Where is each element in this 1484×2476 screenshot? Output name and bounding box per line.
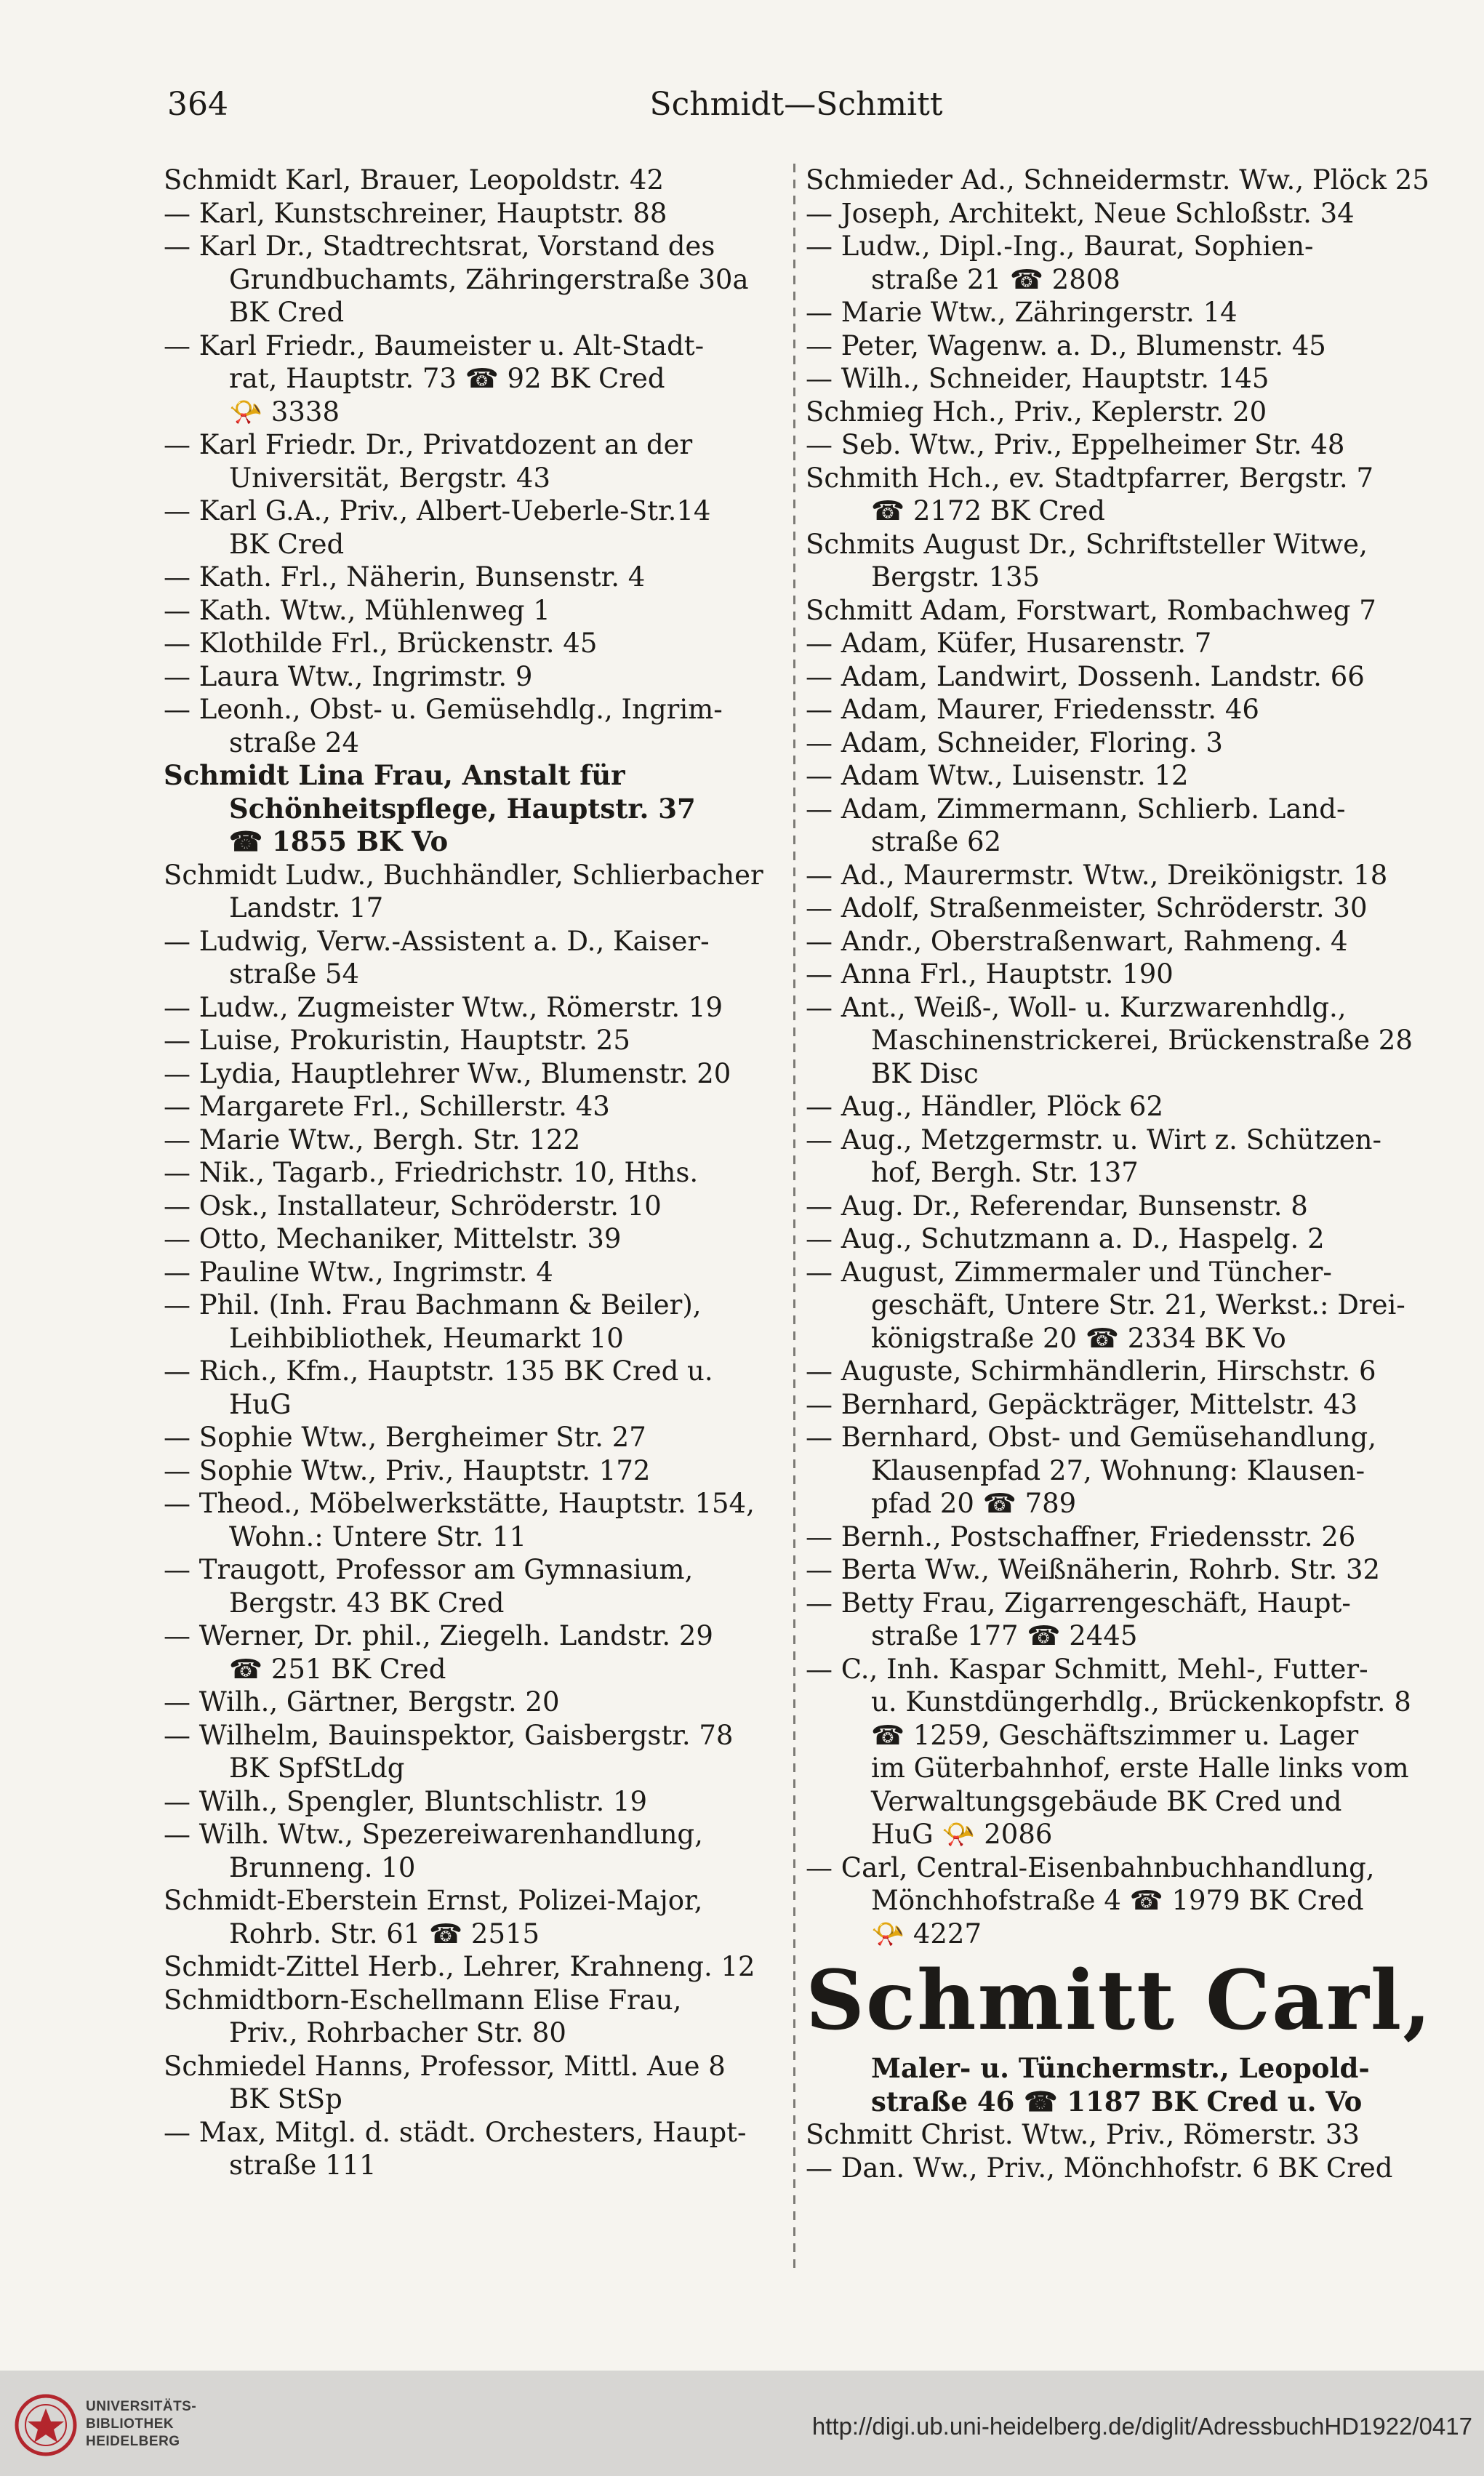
directory-entry: — Ad., Maurermstr. Wtw., Dreikönigstr. 18 [806, 859, 1388, 891]
directory-entry: Priv., Rohrbacher Str. 80 [229, 2017, 566, 2048]
directory-entry: — Karl Friedr. Dr., Privatdozent an der [164, 429, 693, 460]
directory-entry: — Marie Wtw., Zähringerstr. 14 [806, 297, 1238, 328]
directory-entry: — Marie Wtw., Bergh. Str. 122 [164, 1123, 581, 1155]
directory-entry: rat, Hauptstr. 73 ☎ 92 BK Cred [229, 363, 665, 394]
directory-entry: — Seb. Wtw., Priv., Eppelheimer Str. 48 [806, 429, 1345, 460]
directory-entry: Landstr. 17 [229, 892, 384, 924]
directory-entry: straße 111 [229, 2150, 377, 2181]
column-divider [793, 164, 795, 2272]
advertisement [806, 1950, 1431, 2118]
directory-entry: — Bernhard, Obst- und Gemüsehandlung, [806, 1422, 1376, 1453]
directory-entry: Schmieg Hch., Priv., Keplerstr. 20 [806, 396, 1267, 428]
directory-entry: — Bernh., Postschaffner, Friedensstr. 26 [806, 1521, 1356, 1552]
directory-entry: Universität, Bergstr. 43 [229, 462, 551, 494]
directory-entry: — Aug., Schutzmann a. D., Haspelg. 2 [806, 1223, 1325, 1254]
left-column [164, 164, 789, 2182]
directory-entry: — Wilh., Spengler, Bluntschlistr. 19 [164, 1785, 648, 1817]
directory-entry: — Joseph, Architekt, Neue Schloßstr. 34 [806, 197, 1355, 229]
directory-entry: — Otto, Mechaniker, Mittelstr. 39 [164, 1223, 622, 1254]
directory-entry: u. Kunstdüngerhdlg., Brückenkopfstr. 8 [871, 1686, 1411, 1718]
directory-entry: — Wilh., Gärtner, Bergstr. 20 [164, 1686, 560, 1718]
right-column-entries [806, 164, 1431, 1950]
directory-entry: HuG [229, 1388, 292, 1420]
directory-entry: hof, Bergh. Str. 137 [871, 1157, 1139, 1188]
directory-entry: — Adam, Maurer, Friedensstr. 46 [806, 694, 1259, 725]
directory-entry: — Adam, Küfer, Husarenstr. 7 [806, 628, 1212, 659]
directory-entry: — Karl Friedr., Baumeister u. Alt-Stadt- [164, 329, 705, 361]
directory-entry: — Adam, Landwirt, Dossenh. Landstr. 66 [806, 660, 1365, 692]
directory-entry: straße 62 [871, 826, 1002, 857]
directory-entry: — Pauline Wtw., Ingrimstr. 4 [164, 1256, 553, 1288]
directory-entry: — Adam Wtw., Luisenstr. 12 [806, 760, 1189, 791]
directory-entry: — Laura Wtw., Ingrimstr. 9 [164, 660, 533, 692]
directory-entry: — Dan. Ww., Priv., Mönchhofstr. 6 BK Cred [806, 2152, 1393, 2184]
directory-entry: — Betty Frau, Zigarrengeschäft, Haupt- [806, 1587, 1351, 1619]
directory-entry: — Adolf, Straßenmeister, Schröderstr. 30 [806, 892, 1368, 924]
directory-entry: straße 21 ☎ 2808 [871, 263, 1120, 295]
directory-entry: — Wilhelm, Bauinspektor, Gaisbergstr. 78 [164, 1719, 734, 1751]
directory-entry: pfad 20 ☎ 789 [871, 1488, 1077, 1519]
right-column-entries-bottom [806, 2118, 1431, 2184]
directory-entry: Brunneng. 10 [229, 1851, 416, 1883]
directory-entry: ☎ 1259, Geschäftszimmer u. Lager [871, 1719, 1359, 1751]
directory-entry: — Ludw., Dipl.-Ing., Baurat, Sophien- [806, 231, 1314, 262]
directory-entry: — Aug., Händler, Plöck 62 [806, 1091, 1163, 1122]
directory-entry: straße 54 [229, 958, 360, 990]
directory-entry: — Kath. Wtw., Mühlenweg 1 [164, 594, 550, 626]
directory-entry: — Sophie Wtw., Bergheimer Str. 27 [164, 1422, 646, 1453]
directory-entry: — Leonh., Obst- u. Gemüsehdlg., Ingrim- [164, 694, 723, 725]
directory-entry: geschäft, Untere Str. 21, Werkst.: Drei- [871, 1289, 1405, 1321]
directory-entry: — Karl, Kunstschreiner, Hauptstr. 88 [164, 197, 667, 229]
page-header [167, 86, 1425, 137]
advert-headline: Schmitt Carl, [806, 1953, 1433, 2048]
directory-entry: Bergstr. 43 BK Cred [229, 1587, 505, 1619]
directory-entry: straße 177 ☎ 2445 [871, 1620, 1138, 1651]
directory-entry: — Ludw., Zugmeister Wtw., Römerstr. 19 [164, 991, 723, 1023]
directory-entry: BK SpfStLdg [229, 1752, 405, 1784]
directory-entry: Schönheitspflege, Hauptstr. 37 [229, 792, 696, 825]
directory-entry: Schmidt Karl, Brauer, Leopoldstr. 42 [164, 164, 664, 196]
directory-entry: Mönchhofstraße 4 ☎ 1979 BK Cred [871, 1885, 1364, 1916]
directory-entry: Schmitt Christ. Wtw., Priv., Römerstr. 33 [806, 2119, 1360, 2150]
directory-entry: ☎ 2172 BK Cred [871, 495, 1105, 526]
directory-entry: Maschinenstrickerei, Brückenstraße 28 [871, 1025, 1413, 1056]
directory-entry: Schmiedel Hanns, Professor, Mittl. Aue 8 [164, 2050, 726, 2082]
directory-entry: HuG 📯 2086 [871, 1819, 1053, 1850]
advert-line: straße 46 ☎ 1187 BK Cred u. Vo [871, 2085, 1363, 2118]
directory-entry: — Karl Dr., Stadtrechtsrat, Vorstand des [164, 231, 715, 262]
directory-entry: 📯 4227 [871, 1918, 982, 1950]
directory-entry: — Anna Frl., Hauptstr. 190 [806, 958, 1174, 990]
directory-entry: ☎ 1855 BK Vo [229, 825, 449, 857]
directory-entry: — Ludwig, Verw.-Assistent a. D., Kaiser- [164, 925, 710, 957]
directory-entry: — Traugott, Professor am Gymnasium, [164, 1554, 694, 1585]
directory-entry: — Aug., Metzgermstr. u. Wirt z. Schützen- [806, 1123, 1381, 1155]
directory-entry: königstraße 20 ☎ 2334 BK Vo [871, 1322, 1286, 1354]
directory-entry: Schmidt-Eberstein Ernst, Polizei-Major, [164, 1885, 703, 1916]
directory-entry: — Klothilde Frl., Brückenstr. 45 [164, 628, 598, 659]
directory-entry: — Berta Ww., Weißnäherin, Rohrb. Str. 32 [806, 1554, 1381, 1585]
directory-entry: Schmitt Adam, Forstwart, Rombachweg 7 [806, 594, 1376, 626]
library-name: UNIVERSITÄTS- BIBLIOTHEK HEIDELBERG [86, 2399, 197, 2449]
directory-entry: — August, Zimmermaler und Tüncher- [806, 1256, 1332, 1288]
directory-entry: im Güterbahnhof, erste Halle links vom [871, 1752, 1409, 1784]
directory-entry: Schmits August Dr., Schriftsteller Witwe, [806, 528, 1368, 560]
directory-entry: BK Cred [229, 297, 345, 328]
directory-entry: — Carl, Central-Eisenbahnbuchhandlung, [806, 1851, 1375, 1883]
directory-entry: — Auguste, Schirmhändlerin, Hirschstr. 6 [806, 1355, 1376, 1387]
directory-entry: Schmieder Ad., Schneidermstr. Ww., Plöck 25 [806, 164, 1429, 196]
directory-entry: — C., Inh. Kaspar Schmitt, Mehl-, Futter- [806, 1653, 1368, 1685]
directory-entry: Klausenpfad 27, Wohnung: Klausen- [871, 1454, 1365, 1486]
directory-entry: — Lydia, Hauptlehrer Ww., Blumenstr. 20 [164, 1057, 731, 1089]
directory-entry: — Theod., Möbelwerkstätte, Hauptstr. 154, [164, 1488, 755, 1519]
footer-bar [0, 2371, 1484, 2476]
directory-entry: — Peter, Wagenw. a. D., Blumenstr. 45 [806, 329, 1326, 361]
directory-entry: Rohrb. Str. 61 ☎ 2515 [229, 1918, 540, 1950]
directory-entry: Leihbibliothek, Heumarkt 10 [229, 1322, 624, 1354]
directory-entry: — Osk., Installateur, Schröderstr. 10 [164, 1190, 662, 1222]
directory-entry: Schmidt Lina Frau, Anstalt für [164, 759, 625, 791]
directory-entry: ☎ 251 BK Cred [229, 1653, 446, 1685]
directory-entry: Schmidtborn-Eschellmann Elise Frau, [164, 1984, 682, 2016]
directory-entry: — Wilh., Schneider, Hauptstr. 145 [806, 363, 1270, 394]
directory-entry: Grundbuchamts, Zähringerstraße 30a [229, 263, 749, 295]
directory-entry: BK Disc [871, 1057, 979, 1089]
source-url[interactable]: http://digi.ub.uni-heidelberg.de/diglit/AdressbuchHD1922/0417 [811, 2413, 1472, 2440]
advert-line: Maler- u. Tünchermstr., Leopold- [871, 2052, 1370, 2084]
directory-entry: — Adam, Schneider, Floring. 3 [806, 726, 1223, 758]
directory-entry: Schmidt Ludw., Buchhändler, Schlierbacher [164, 859, 763, 891]
directory-entry: — Kath. Frl., Näherin, Bunsenstr. 4 [164, 561, 646, 593]
directory-entry: — Karl G.A., Priv., Albert-Ueberle-Str.14 [164, 495, 711, 526]
right-column [806, 164, 1431, 2184]
directory-entry: — Nik., Tagarb., Friedrichstr. 10, Hths. [164, 1157, 699, 1188]
directory-entry: Bergstr. 135 [871, 561, 1040, 593]
directory-entry: — Sophie Wtw., Priv., Hauptstr. 172 [164, 1454, 651, 1486]
directory-entry: Verwaltungsgebäude BK Cred und [871, 1785, 1342, 1817]
directory-entry: BK Cred [229, 528, 345, 560]
directory-entry: — Rich., Kfm., Hauptstr. 135 BK Cred u. [164, 1355, 713, 1387]
directory-entry: — Adam, Zimmermann, Schlierb. Land- [806, 793, 1346, 825]
directory-entry: — Bernhard, Gepäckträger, Mittelstr. 43 [806, 1388, 1358, 1420]
directory-entry: BK StSp [229, 2083, 342, 2115]
directory-entry: Schmidt-Zittel Herb., Lehrer, Krahneng. 12 [164, 1951, 755, 1982]
directory-entry: — Ant., Weiß-, Woll- u. Kurzwarenhdlg., [806, 991, 1347, 1023]
directory-entry: Schmith Hch., ev. Stadtpfarrer, Bergstr. 7 [806, 462, 1373, 494]
directory-entry: straße 24 [229, 726, 360, 758]
directory-entry: — Aug. Dr., Referendar, Bunsenstr. 8 [806, 1190, 1308, 1222]
directory-entry: — Phil. (Inh. Frau Bachmann & Beiler), [164, 1289, 702, 1321]
directory-entry: — Werner, Dr. phil., Ziegelh. Landstr. 29 [164, 1620, 713, 1651]
directory-entry: — Wilh. Wtw., Spezereiwarenhandlung, [164, 1819, 703, 1850]
directory-entry: — Max, Mitgl. d. städt. Orchesters, Haupt- [164, 2116, 747, 2148]
university-seal-icon [13, 2392, 79, 2458]
page-number: 364 [167, 86, 228, 123]
directory-entry: 📯 3338 [229, 396, 340, 428]
directory-entry: — Andr., Oberstraßenwart, Rahmeng. 4 [806, 925, 1348, 957]
running-head: Schmidt—Schmitt [649, 86, 943, 123]
directory-entry: — Luise, Prokuristin, Hauptstr. 25 [164, 1025, 630, 1056]
directory-entry: Wohn.: Untere Str. 11 [229, 1521, 527, 1552]
directory-entry: — Margarete Frl., Schillerstr. 43 [164, 1091, 610, 1122]
